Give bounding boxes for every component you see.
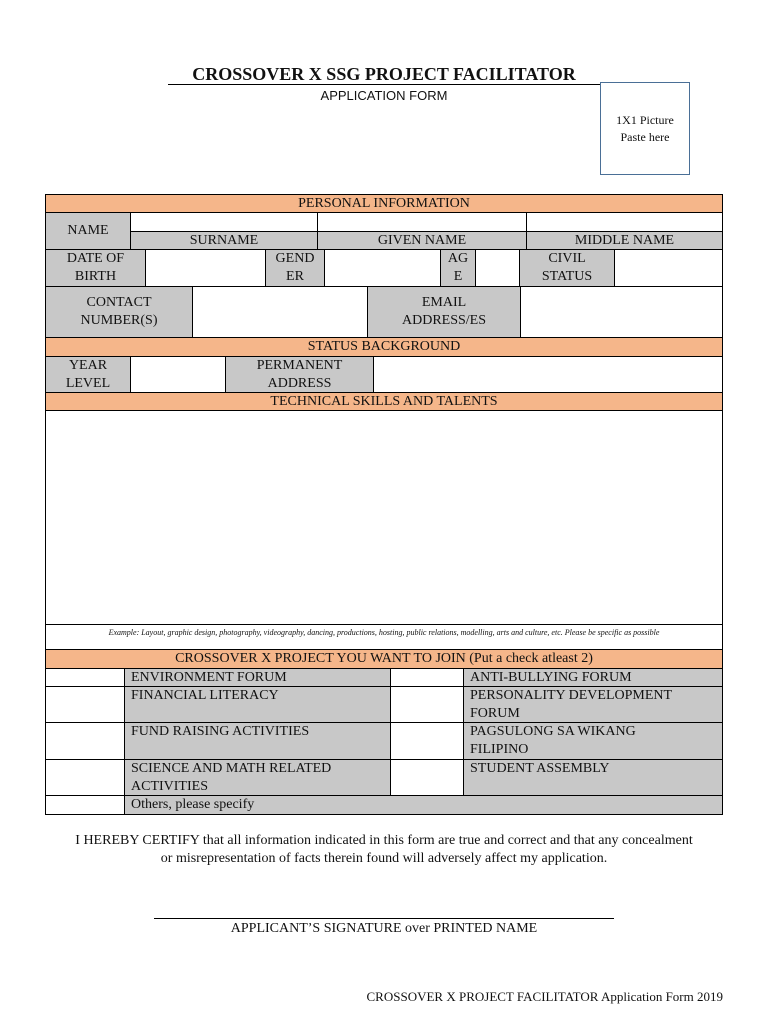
middle-name-label: MIDDLE NAME <box>526 231 723 250</box>
project-pagsulong-line1: PAGSULONG SA WIKANG <box>470 724 636 739</box>
checkbox-fund-raising[interactable] <box>45 722 125 760</box>
contact-number-label <box>45 286 193 338</box>
application-form-table <box>45 194 723 815</box>
dob-label-line1: DATE OF <box>66 251 125 266</box>
gender-label-line2: ER <box>286 269 304 284</box>
photo-label-line1: 1X1 Picture <box>616 112 674 127</box>
checkbox-others[interactable] <box>45 795 125 815</box>
surname-input[interactable] <box>130 212 318 232</box>
name-label: NAME <box>45 212 131 250</box>
email-label-line2: ADDRESS/ES <box>401 313 487 328</box>
project-personality-line1: PERSONALITY DEVELOPMENT <box>470 687 673 703</box>
given-name-input[interactable] <box>317 212 527 232</box>
project-personality-line2: FORUM <box>470 705 520 721</box>
contact-label-line2: NUMBER(S) <box>80 313 158 328</box>
certification-statement <box>40 832 728 868</box>
checkbox-personality-development[interactable] <box>390 686 464 723</box>
contact-number-input[interactable] <box>192 286 368 338</box>
given-name-label: GIVEN NAME <box>317 231 527 250</box>
age-label <box>440 249 476 287</box>
age-input[interactable] <box>475 249 520 287</box>
signature-label: APPLICANT’S SIGNATURE over PRINTED NAME <box>230 921 538 936</box>
gender-input[interactable] <box>324 249 441 287</box>
checkbox-science-math[interactable] <box>45 759 125 796</box>
certification-line2: or misrepresentation of facts therein found will adversely affect my application. <box>160 851 608 866</box>
year-level-input[interactable] <box>130 356 226 393</box>
project-financial-literacy: FINANCIAL LITERACY <box>124 686 391 723</box>
technical-skills-input[interactable] <box>45 410 723 625</box>
photo-label-line2: Paste here <box>620 129 670 144</box>
year-label-line2: LEVEL <box>65 375 111 391</box>
email-address-label <box>367 286 521 338</box>
signature-line[interactable] <box>154 918 614 919</box>
date-of-birth-input[interactable] <box>145 249 266 287</box>
project-science-math <box>124 759 391 796</box>
civil-label-line1: CIVIL <box>548 251 586 266</box>
checkbox-student-assembly[interactable] <box>390 759 464 796</box>
checkbox-financial-literacy[interactable] <box>45 686 125 723</box>
checkbox-anti-bullying-forum[interactable] <box>390 668 464 687</box>
section-personal-information: PERSONAL INFORMATION <box>45 194 723 213</box>
permanent-address-input[interactable] <box>373 356 723 393</box>
project-anti-bullying-forum: ANTI-BULLYING FORUM <box>463 668 723 687</box>
middle-name-input[interactable] <box>526 212 723 232</box>
civil-status-input[interactable] <box>614 249 723 287</box>
certification-line1: I HEREBY CERTIFY that all information indicated in this form are true and correct and that any concealment <box>75 833 693 848</box>
photo-placeholder[interactable] <box>600 82 690 175</box>
address-label-line2: ADDRESS <box>267 375 332 391</box>
civil-status-label <box>519 249 615 287</box>
page-footer: CROSSOVER X PROJECT FACILITATOR Application Form 2019 <box>366 989 723 1004</box>
section-technical-skills: TECHNICAL SKILLS AND TALENTS <box>45 392 723 411</box>
email-address-input[interactable] <box>520 286 723 338</box>
checkbox-environment-forum[interactable] <box>45 668 125 687</box>
project-environment-forum: ENVIRONMENT FORUM <box>124 668 391 687</box>
project-personality-development <box>463 686 723 723</box>
year-label-line1: YEAR <box>68 357 108 373</box>
dob-label-line2: BIRTH <box>74 269 117 284</box>
surname-label: SURNAME <box>130 231 318 250</box>
date-of-birth-label <box>45 249 146 287</box>
project-fund-raising: FUND RAISING ACTIVITIES <box>124 722 391 760</box>
title-underline <box>168 84 600 85</box>
age-label-line1: AG <box>447 251 469 266</box>
project-pagsulong-line2: FILIPINO <box>470 742 529 757</box>
form-subtitle: APPLICATION FORM <box>320 88 448 103</box>
address-label-line1: PERMANENT <box>256 357 343 373</box>
contact-label-line1: CONTACT <box>86 295 152 310</box>
project-science-line2: ACTIVITIES <box>131 778 208 794</box>
project-science-line1: SCIENCE AND MATH RELATED <box>131 760 332 776</box>
permanent-address-label <box>225 356 374 393</box>
section-status-background: STATUS BACKGROUND <box>45 337 723 357</box>
project-others-specify[interactable]: Others, please specify <box>124 795 723 815</box>
project-pagsulong-sa-wikang-filipino <box>463 722 723 760</box>
age-label-line2: E <box>453 269 463 284</box>
section-projects: CROSSOVER X PROJECT YOU WANT TO JOIN (Put a check atleast 2) <box>45 649 723 669</box>
form-title: CROSSOVER X SSG PROJECT FACILITATOR <box>192 64 576 84</box>
gender-label <box>265 249 325 287</box>
gender-label-line1: GEND <box>275 251 315 266</box>
email-label-line1: EMAIL <box>421 295 467 310</box>
checkbox-pagsulong[interactable] <box>390 722 464 760</box>
project-student-assembly: STUDENT ASSEMBLY <box>463 759 723 796</box>
skills-example-note: Example: Layout, graphic design, photography, videography, dancing, productions, hosting, public relations, modelling, arts and culture, etc. Please be specific as possible <box>45 624 723 650</box>
civil-label-line2: STATUS <box>541 269 593 284</box>
year-level-label <box>45 356 131 393</box>
